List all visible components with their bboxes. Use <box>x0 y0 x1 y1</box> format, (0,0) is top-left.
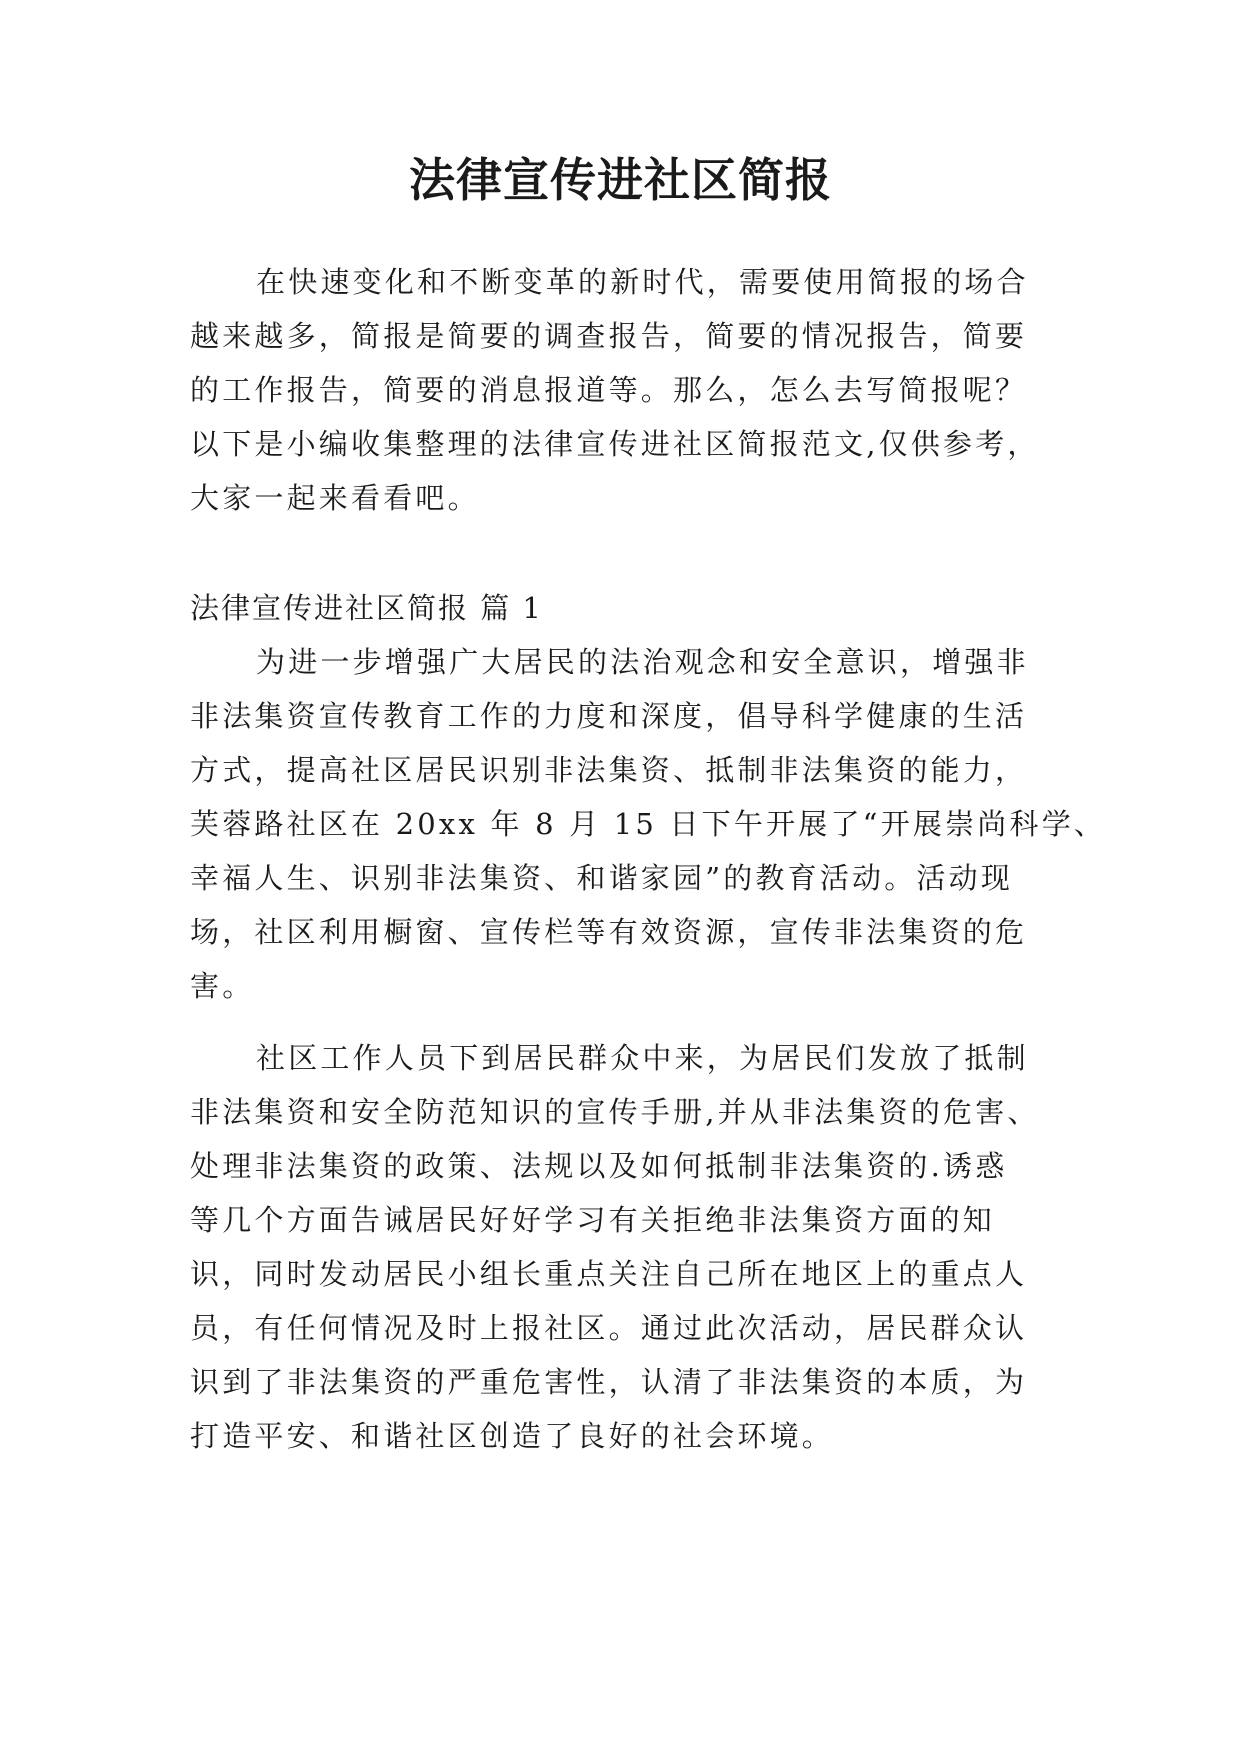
paragraph-line: 识，同时发动居民小组长重点关注自己所在地区上的重点人 <box>190 1257 1028 1291</box>
intro-line: 越来越多，简报是简要的调查报告，简要的情况报告，简要 <box>190 319 1028 353</box>
paragraph-line: 幸福人生、识别非法集资、和谐家园”的教育活动。活动现 <box>190 861 1014 895</box>
paragraph-line: 方式，提高社区居民识别非法集资、抵制非法集资的能力， <box>190 753 1028 787</box>
paragraph-line: 社区工作人员下到居民群众中来，为居民们发放了抵制 <box>256 1041 1029 1075</box>
document-title: 法律宣传进社区简报 <box>409 153 832 207</box>
paragraph-line: 非法集资宣传教育工作的力度和深度，倡导科学健康的生活 <box>190 699 1028 733</box>
paragraph-line: 为进一步增强广大居民的法治观念和安全意识，增强非 <box>256 645 1029 679</box>
intro-line: 大家一起来看看吧。 <box>190 481 480 515</box>
paragraph-line: 等几个方面告诫居民好好学习有关拒绝非法集资方面的知 <box>190 1203 996 1237</box>
intro-line: 以下是小编收集整理的法律宣传进社区简报范文,仅供参考， <box>190 427 1040 461</box>
paragraph-line: 打造平安、和谐社区创造了良好的社会环境。 <box>190 1419 835 1453</box>
intro-line: 在快速变化和不断变革的新时代，需要使用简报的场合 <box>256 265 1029 299</box>
paragraph-line: 员，有任何情况及时上报社区。通过此次活动，居民群众认 <box>190 1311 1028 1345</box>
paragraph-line: 害。 <box>190 969 255 1003</box>
section-heading: 法律宣传进社区简报 篇 1 <box>190 591 543 625</box>
paragraph-line: 场，社区利用橱窗、宣传栏等有效资源，宣传非法集资的危 <box>190 915 1028 949</box>
paragraph-line: 非法集资和安全防范知识的宣传手册,并从非法集资的危害、 <box>190 1095 1040 1129</box>
paragraph-line: 识到了非法集资的严重危害性，认清了非法集资的本质，为 <box>190 1365 1028 1399</box>
intro-line: 的工作报告，简要的消息报道等。那么，怎么去写简报呢？ <box>190 373 1028 407</box>
paragraph-line: 处理非法集资的政策、法规以及如何抵制非法集资的.诱惑 <box>190 1149 1008 1183</box>
paragraph-line: 芙蓉路社区在 20xx 年 8 月 15 日下午开展了“开展崇尚科学、 <box>190 807 1107 841</box>
